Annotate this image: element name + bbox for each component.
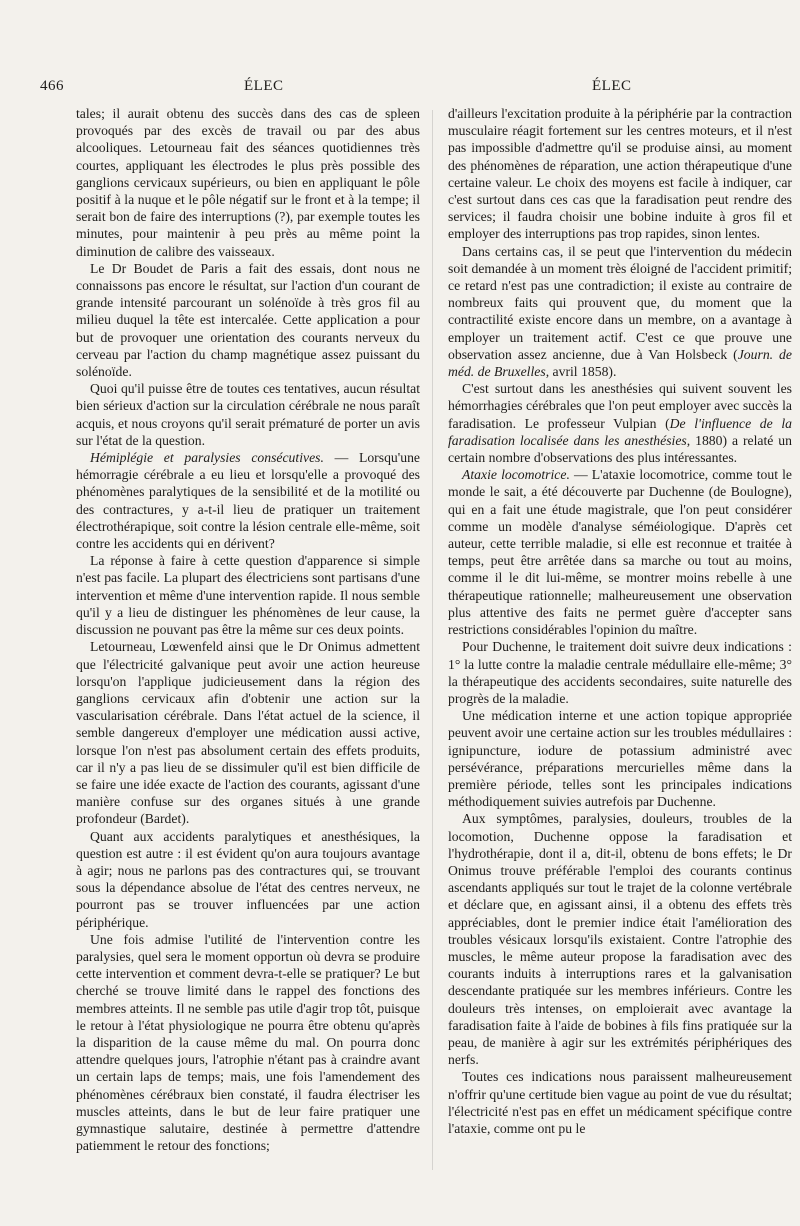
paragraph [76, 105, 420, 260]
paragraph [448, 707, 792, 810]
paragraph-text: — L'ataxie locomotrice, comme tout le monde le sait, a été découverte par Duchenne (de Boulogne), qui en a fait une étude magistrale, que l'on peut considérer comme un modèle d'analyse séméiologique. D'après cet auteur, cette terrible maladie, si elle est reconnue et traitée à temps, peut être arrêtée dans sa marche ou tout au moins, comme il le dit lui-même, se montrer moins rebelle à une thérapeutique rationnelle; malheureusement une observation plus attentive des faits ne permet guère d'accepter sans restrictions considérables l'opinion du maître. [448, 467, 792, 638]
running-title-right: ÉLEC [592, 78, 632, 94]
paragraph-text: , 1880) a relaté un certain nombre d'observations des plus intéressantes. [448, 432, 792, 466]
paragraph [76, 552, 420, 638]
paragraph [448, 1068, 792, 1137]
paragraph-text: Letourneau, Lœwenfeld ainsi que le Dr Onimus admettent que l'électricité galvanique peut avoir une action heureuse lorsqu'on l'applique judicieusement dans la région des ganglions cervicaux afin d'obtenir une action sur la vascularisation cérébrale. Dans l'état actuel de la science, il semble dangereux d'employer une médication aussi active, lorsque l'on n'est pas absolument certain des effets produits, car il n'y a pas lieu de se dissimuler qu'il est bien difficile de se faire une idée exacte de l'action des courants, agissant d'une manière confuse sur des organes situés à une grande profondeur (Bardet). [76, 639, 420, 827]
paragraph-text: tales; il aurait obtenu des succès dans des cas de spleen provoqués par des excès de travail ou par des abus alcooliques. Letourneau fait des séances quotidiennes très courtes, appliquant les électrodes le plus près possible des ganglions cervicaux supérieurs, ou bien en appliquant le pôle positif à la nuque et le pôle négatif sur le front et à la tempe; il serait bon de faire des interruptions (?), par exemple toutes les minutes, pour maintenir à peu près au même point la diminution de calibre des vaisseaux. [76, 106, 420, 259]
paragraph-text: Aux symptômes, paralysies, douleurs, troubles de la locomotion, Duchenne oppose la faradisation et l'hydrothérapie, dont il a, dit-il, obtenu de bons effets; le Dr Onimus trouve préférable l'emploi des courants continus ascendants appliqués sur tout le trajet de la colonne vertébrale et déclare que, en agissant ainsi, il a obtenu des effets très appréciables, dont le premier indice était l'amélioration des troubles vésicaux lorsqu'ils existaient. Contre l'atrophie des muscles, le même auteur propose la faradisation avec des courants induits à interruptions rares et la galvanisation descendante pratiquée sur les membres inférieurs. Contre les douleurs très intenses, on emploierait avec avantage la faradisation faite à l'aide de bobines à fils fins pratiquée sur la peau, de manière à agir sur les extrémités périphériques des nerfs. [448, 811, 792, 1068]
paragraph-text: Une médication interne et une action topique appropriée peuvent avoir une certaine action sur les troubles médullaires : ignipuncture, iodure de potassium administré avec persévérance, préparations mercurielles même dans la première période, telles sont les principales indications méthodiquement suivies autrefois par Duchenne. [448, 708, 792, 810]
paragraph-text: , avril 1858). [545, 364, 617, 380]
page-number: 466 [40, 78, 64, 94]
paragraph-text: La réponse à faire à cette question d'apparence si simple n'est pas facile. La plupart des électriciens sont partisans d'une intervention et même d'une intervention rapide. Il nous semble qu'il y a lieu de distinguer les phénomènes de leur cause, la discussion ne pouvant pas être la même sur ces deux points. [76, 553, 420, 638]
paragraph [448, 105, 792, 243]
paragraph-text: Une fois admise l'utilité de l'intervention contre les paralysies, quel sera le moment opportun où devra se produire cette intervention et comment devra-t-elle se pratiquer? Le but cherché se trouve limité dans le rappel des fonctions des membres atteints. Il ne semble pas utile d'agir trop tôt, puisque le retour à l'état physiologique ne pourra être obtenu qu'après la disparition de la cause même du mal. On pourra donc attendre quelques jours, l'atrophie n'étant pas à craindre avant un certain laps de temps; mais, une fois l'amendement des phénomènes cérébraux bien constaté, il faudra électriser les muscles atteints, dans le but de leur faire pratiquer une gymnastique salutaire, destinée à permettre d'attendre patiemment le retour des fonctions; [76, 931, 420, 1154]
left-text-column [76, 105, 420, 1185]
paragraph [448, 466, 792, 638]
paragraph [76, 260, 420, 380]
paragraph-text: — Lorsqu'une hémorragie cérébrale a eu lieu et lorsqu'elle a provoqué des phénomènes paralytiques de la sensibilité et de la motilité ou des contractures, y a-t-il lieu de pratiquer un traitement électrothérapique, soit contre la lésion centrale elle-même, soit contre les accidents qui en dérivent? [76, 450, 420, 552]
column-gutter [432, 110, 433, 1170]
paragraph [76, 931, 420, 1155]
citation-title: De l'influence de la faradisation localisée dans les anesthésies [448, 415, 792, 448]
paragraph-text: Le Dr Boudet de Paris a fait des essais, dont nous ne connaissons pas encore le résultat, sur l'action d'un courant de grande intensité parcourant un solénoïde à très gros fil au milieu duquel la tête est intercalée. Cette application a pour but de provoquer une orientation des courants nerveux du cerveau par l'action du champ magnétique assez puissant du solénoïde. [76, 260, 420, 380]
running-title-left: ÉLEC [244, 78, 284, 94]
paragraph [76, 449, 420, 552]
right-text-column [448, 105, 792, 1185]
paragraph [76, 638, 420, 827]
paragraph [448, 380, 792, 466]
paragraph [448, 243, 792, 381]
paragraph-text: Dans certains cas, il se peut que l'intervention du médecin soit demandée à un moment très éloigné de l'accident primitif; ce retard n'est pas une contradiction; il existe au contraire de nombreux faits qui prouvent que, du moment que la contractilité existe encore dans un membre, on a avantage à employer un traitement actif. C'est ce que prouve une observation assez ancienne, due à Van Holsbeck ( [448, 243, 792, 362]
paragraph [76, 828, 420, 931]
paragraph-text: Quoi qu'il puisse être de toutes ces tentatives, aucun résultat bien sérieux d'action sur la circulation cérébrale ne nous paraît acquis, et nous croyons qu'il serait prématuré de porter un avis sur l'état de la question. [76, 381, 420, 448]
paragraph-text: d'ailleurs l'excitation produite à la périphérie par la contraction musculaire réagit fortement sur les centres moteurs, et il n'est pas impossible d'admettre qu'il se produise ainsi, au moment des phénomènes de réparation, une action thérapeutique d'une certaine valeur. Le choix des moyens est facile à indiquer, car c'est surtout dans ces cas que la faradisation peut rendre des services; il faudra choisir une bobine induite à gros fil et employer des interruptions pas trop rapides, sinon lentes. [448, 106, 792, 242]
paragraph [448, 638, 792, 707]
paragraph [76, 380, 420, 449]
paragraph-text: Quant aux accidents paralytiques et anesthésiques, la question est autre : il est évident qu'on aura toujours avantage à agir; nous ne parlons pas des contractures qui, se trouvant sous la dépendance absolue de l'état des centres nerveux, ne pourront pas se trouver influencées par une action périphérique. [76, 828, 420, 930]
paragraph-text: C'est surtout dans les anesthésies qui suivent souvent les hémorrhagies cérébrales que l'on peut employer avec succès la faradisation. Le professeur Vulpian ( [448, 381, 792, 431]
citation-title: Journ. de méd. de Bruxelles [448, 346, 792, 380]
section-heading: Hémiplégie et paralysies consécutives. [90, 450, 324, 466]
running-header [0, 78, 800, 100]
paragraph-text: Pour Duchenne, le traitement doit suivre deux indications : 1° la lutte contre la maladie centrale médullaire elle-même; 3° la thérapeutique des accidents secondaires, suite naturelle des progrès de la maladie. [448, 639, 792, 706]
section-heading: Ataxie locomotrice. [462, 467, 570, 483]
paragraph [448, 810, 792, 1068]
paragraph-text: Toutes ces indications nous paraissent malheureusement n'offrir qu'une certitude bien vague au point de vue du résultat; l'électricité n'est pas en effet un médicament spécifique contre l'ataxie, comme ont pu le [448, 1069, 792, 1136]
